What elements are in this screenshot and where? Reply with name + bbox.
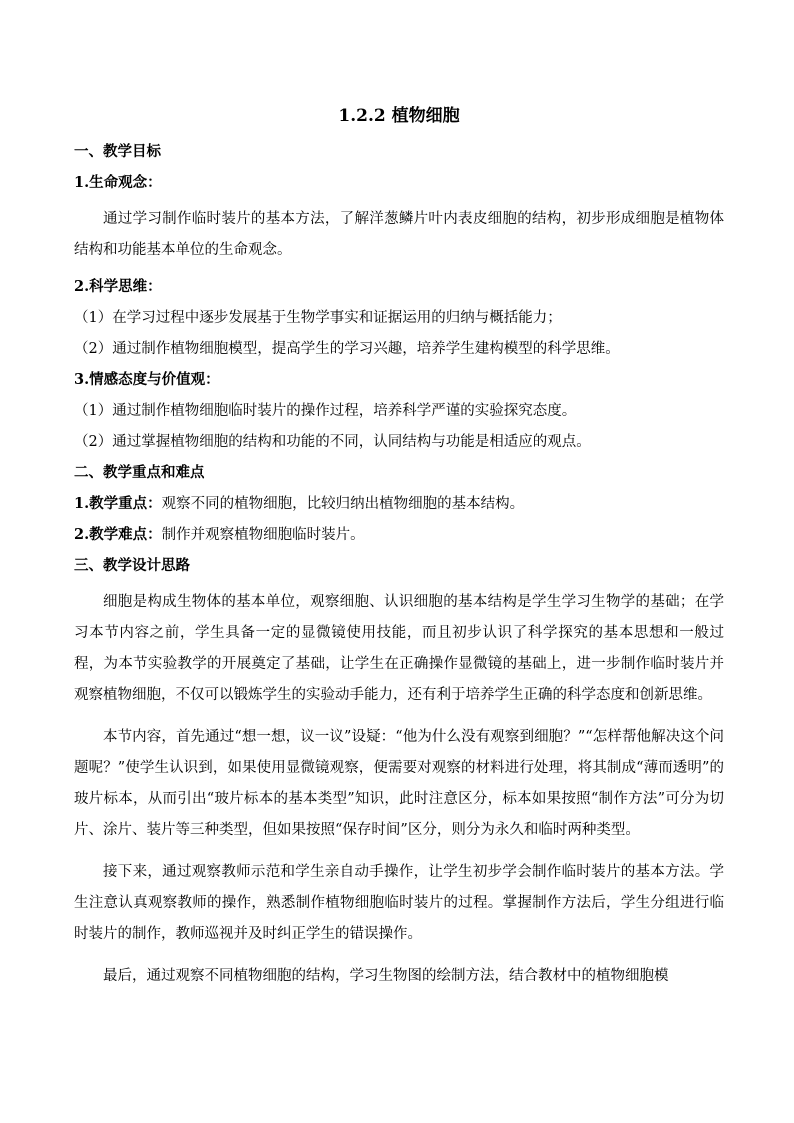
section-heading-objectives: 一、教学目标 [74, 143, 161, 160]
subheading-attitude-values: 3.情感态度与价值观： [74, 371, 220, 388]
design-paragraph: 本节内容，首先通过“想一想，议一议”设疑：“他为什么没有观察到细胞？”“怎样帮他解决这个问题呢？”使学生认识到，如果使用显微镜观察，便需要对观察的材料进行处理，将其制成“薄而透明”的玻片标本，从而引出“玻片标本的基本类型”知识，此时注意区分，标本如果按照“制作方法”可分为切片、涂片、装片等三种类型，但如果按照“保存时间”区分，则分为永久和临时两种类型。 [74, 729, 724, 838]
paragraph-life-concept: 通过学习制作临时装片的基本方法，了解洋葱鳞片叶内表皮细胞的结构，初步形成细胞是植物体结构和功能基本单位的生命观念。 [74, 211, 724, 258]
document-title: 1.2.2 植物细胞 [338, 106, 460, 126]
key-point-line [74, 494, 724, 514]
key-point-text: 观察不同的植物细胞，比较归纳出植物细胞的基本结构。 [161, 496, 525, 512]
design-paragraph: 最后，通过观察不同植物细胞的结构，学习生物图的绘制方法，结合教材中的植物细胞模 [103, 968, 669, 984]
subheading-scientific-thinking: 2.科学思维： [74, 278, 162, 295]
key-point-label: 1.教学重点： [74, 495, 162, 512]
subheading-life-concept: 1.生命观念： [74, 174, 162, 191]
document-page [74, 104, 724, 992]
difficulty-line [74, 525, 724, 545]
design-paragraph: 接下来，通过观察教师示范和学生亲自动手操作，让学生初步学会制作临时装片的基本方法。学生注意认真观察教师的操作，熟悉制作植物细胞临时装片的过程。掌握制作方法后，学生分组进行临时装片的制作，教师巡视并及时纠正学生的错误操作。 [74, 864, 724, 942]
list-item: （1）通过制作植物细胞临时装片的操作过程，培养科学严谨的实验探究态度。 [74, 403, 577, 419]
design-paragraph: 细胞是构成生物体的基本单位，观察细胞、认识细胞的基本结构是学生学习生物学的基础；在学习本节内容之前，学生具备一定的显微镜使用技能，而且初步认识了科学探究的基本思想和一般过程，为本节实验教学的开展奠定了基础，让学生在正确操作显微镜的基础上，进一步制作临时装片并观察植物细胞，不仅可以锻炼学生的实验动手能力，还有利于培养学生正确的科学态度和创新思维。 [74, 594, 724, 703]
difficulty-text: 制作并观察植物细胞临时装片。 [161, 527, 365, 543]
list-item: （1）在学习过程中逐步发展基于生物学事实和证据运用的归纳与概括能力； [74, 310, 562, 326]
list-item: （2）通过掌握植物细胞的结构和功能的不同，认同结构与功能是相适应的观点。 [74, 434, 591, 450]
section-heading-design: 三、教学设计思路 [74, 557, 190, 574]
list-item: （2）通过制作植物细胞模型，提高学生的学习兴趣，培养学生建构模型的科学思维。 [74, 341, 620, 357]
difficulty-label: 2.教学难点： [74, 526, 162, 543]
section-heading-key-points: 二、教学重点和难点 [74, 464, 205, 481]
